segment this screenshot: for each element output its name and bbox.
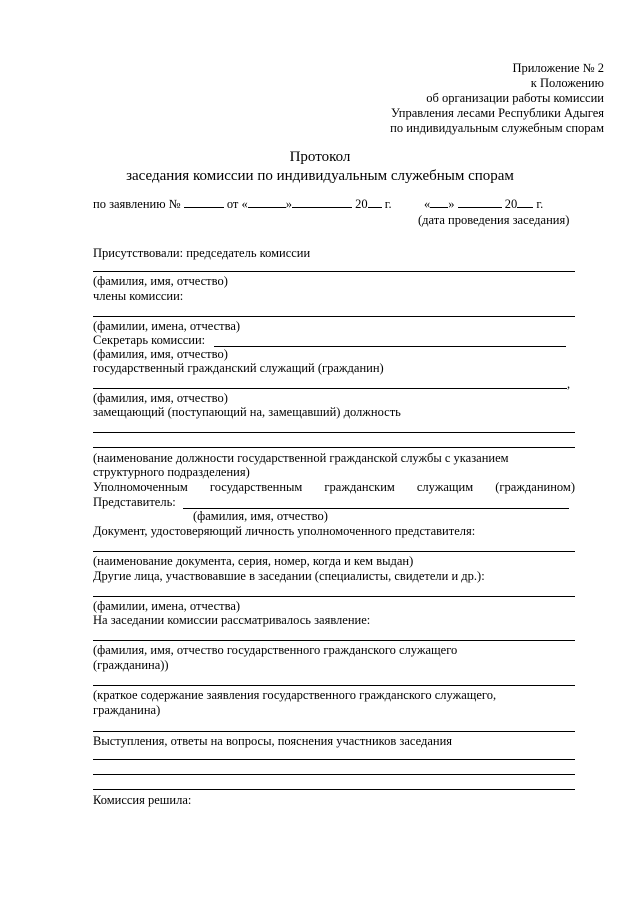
meeting-day-blank[interactable] <box>430 196 448 208</box>
speeches-label: Выступления, ответы на вопросы, пояснения участников заседания <box>93 734 453 748</box>
speeches-blank-line-3[interactable] <box>93 789 575 790</box>
document-label: Документ, удостоверяющий личность уполномоченного представителя: <box>93 524 476 538</box>
date-close: » <box>448 197 455 211</box>
members-blank-line[interactable] <box>93 316 575 317</box>
decided-label: Комиссия решила: <box>93 793 192 807</box>
civil-servant-label: государственный гражданский служащий (гражданин) <box>93 361 384 375</box>
document-subtitle: заседания комиссии по индивидуальным служебным спорам <box>126 168 514 184</box>
others-blank-line[interactable] <box>93 596 575 597</box>
considered-label: На заседании комиссии рассматривалось заявление: <box>93 613 371 627</box>
summary-blank-line-2[interactable] <box>93 731 575 732</box>
applicant-blank-line[interactable] <box>93 640 575 641</box>
statement-g: г. <box>384 197 392 211</box>
meeting-year-blank[interactable] <box>517 196 533 208</box>
statement-year-blank[interactable] <box>368 196 382 208</box>
present-label: Присутствовали: председатель комиссии <box>93 246 311 260</box>
statement-quote-close: » <box>285 197 293 211</box>
statement-number-blank[interactable] <box>184 196 224 208</box>
document-title: Протокол <box>289 149 351 165</box>
header-line-2: к Положению <box>530 76 604 90</box>
header-line-1: Приложение № 2 <box>512 61 604 75</box>
statement-prefix: по заявлению № <box>93 197 181 211</box>
others-fio-hint: (фамилии, имена, отчества) <box>93 599 241 613</box>
representative-fio-hint: (фамилия, имя, отчество) <box>193 509 328 523</box>
authorized-label: Уполномоченным государственным гражданским служащим (гражданином) <box>93 480 575 494</box>
position-hint-2: структурного подразделения) <box>93 465 250 479</box>
statement-from: от « <box>226 197 248 211</box>
members-label: члены комиссии: <box>93 289 184 303</box>
meeting-date-line <box>424 196 543 212</box>
speeches-blank-line-1[interactable] <box>93 759 575 760</box>
secretary-label: Секретарь комиссии: <box>93 333 206 347</box>
representative-label: Представитель: <box>93 495 176 509</box>
statement-line <box>93 196 392 212</box>
chairman-fio-hint: (фамилия, имя, отчество) <box>93 274 228 288</box>
date-open: « <box>424 197 431 211</box>
meeting-month-blank[interactable] <box>458 196 502 208</box>
summary-hint-2: гражданина) <box>93 703 161 717</box>
position-blank-line-2[interactable] <box>93 447 575 448</box>
position-hint-1: (наименование должности государственной гражданской службы с указанием <box>93 451 509 465</box>
position-blank-line-1[interactable] <box>93 432 575 433</box>
appendix-header <box>390 61 604 136</box>
document-hint: (наименование документа, серия, номер, когда и кем выдан) <box>93 554 414 568</box>
members-fio-hint: (фамилии, имена, отчества) <box>93 319 241 333</box>
header-line-3: об организации работы комиссии <box>426 91 604 105</box>
summary-blank-line[interactable] <box>93 685 575 686</box>
position-label: замещающий (поступающий на, замещавший) должность <box>93 405 401 419</box>
statement-month-blank[interactable] <box>292 196 352 208</box>
header-line-5: по индивидуальным служебным спорам <box>390 121 604 135</box>
secretary-blank-line[interactable] <box>214 346 566 347</box>
meeting-date-hint: (дата проведения заседания) <box>418 213 570 227</box>
meeting-year: 20 <box>504 197 518 211</box>
civil-servant-fio-hint: (фамилия, имя, отчество) <box>93 391 228 405</box>
applicant-hint-1: (фамилия, имя, отчество государственного гражданского служащего <box>93 643 458 657</box>
document-blank-line[interactable] <box>93 551 575 552</box>
statement-year: 20 <box>355 197 368 211</box>
summary-hint-1: (краткое содержание заявления государственного гражданского служащего, <box>93 688 497 702</box>
civil-servant-blank-line[interactable] <box>93 388 567 389</box>
others-label: Другие лица, участвовавшие в заседании (специалисты, свидетели и др.): <box>93 569 485 583</box>
secretary-fio-hint: (фамилия, имя, отчество) <box>93 347 228 361</box>
meeting-g: г. <box>536 197 544 211</box>
applicant-hint-2: (гражданина)) <box>93 658 169 672</box>
statement-day-blank[interactable] <box>248 196 286 208</box>
speeches-blank-line-2[interactable] <box>93 774 575 775</box>
header-line-4: Управления лесами Республики Адыгея <box>391 106 604 120</box>
civil-servant-comma: , <box>567 377 571 391</box>
chairman-blank-line[interactable] <box>93 271 575 272</box>
